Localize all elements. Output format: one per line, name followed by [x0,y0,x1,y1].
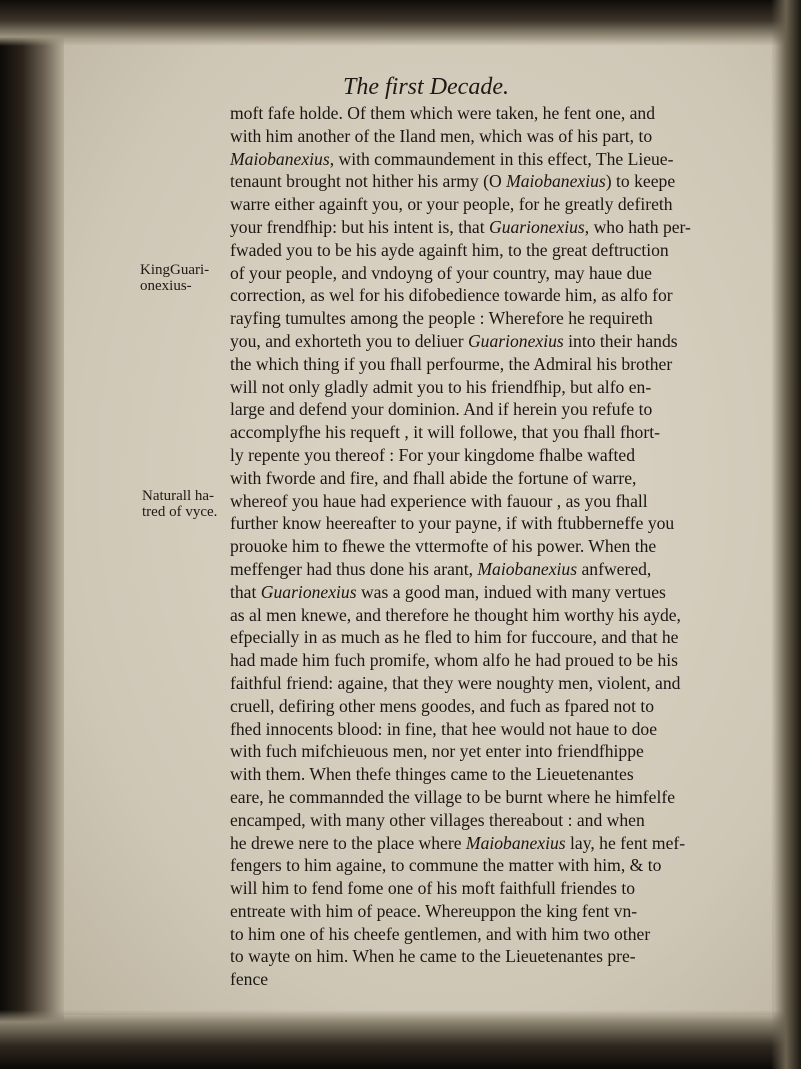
text-line [230,490,790,513]
margin-note-line: KingGuari- [140,262,210,278]
text-run: ly repente you thereof : For your kingdome fhalbe wafted [230,444,636,465]
margin-note-line: onexius- [140,278,192,294]
text-run: , with commaundement in this effect, The Lieue- [329,148,674,169]
text-line [230,695,790,718]
text-line [230,398,790,421]
italic-name: Maiobanexius [230,148,330,169]
text-line [230,809,790,832]
text-line [230,900,790,923]
text-line [230,832,790,855]
text-run: the which thing if you fhall perfourme, the Admiral his brother [230,353,673,374]
text-line [230,649,790,672]
text-line [230,307,790,330]
text-line [230,467,790,490]
text-run: efpecially in as much as he fled to him for fuccoure, and that he [230,627,679,648]
text-line [230,968,790,991]
text-run: into their hands [563,330,678,351]
text-run: will him to fend fome one of his moft faithfull friendes to [230,878,636,899]
text-line [230,604,790,627]
italic-name: Guarionexius [488,216,585,237]
text-run: rayfing tumultes among the people : Wherefore he requireth [230,308,653,329]
text-line [230,854,790,877]
text-run: prouoke him to fhewe the vttermofte of his power. When the [230,536,657,557]
text-line [230,376,790,399]
text-run: accomplyfhe his requeft , it will followe, that you fhall fhort- [230,422,660,443]
text-line [230,740,790,763]
text-line [230,763,790,786]
text-run: entreate with him of peace. Whereuppon the king fent vn- [230,900,638,921]
text-line [230,148,790,171]
italic-name: Maiobanexius [477,558,578,579]
text-line [230,170,790,193]
text-run: faithful friend: againe, that they were noughty men, violent, and [230,672,681,693]
text-run: large and defend your dominion. And if herein you refufe to [230,399,653,420]
text-run: fwaded you to be his ayde againft him, to the great deftruction [230,239,669,260]
text-run: cruell, defiring other mens goodes, and fuch as fpared not to [230,695,655,716]
text-line [230,421,790,444]
text-line [230,216,790,239]
text-run: that [230,581,261,602]
text-line [230,558,790,581]
text-run: to him one of his cheefe gentlemen, and with him two other [230,923,651,944]
text-run: had made him fuch promife, whom alfo he had proued to be his [230,650,679,671]
text-run: to wayte on him. When he came to the Lieuetenantes pre- [230,946,636,967]
margin-note-line: Naturall ha- [142,488,215,504]
margin-note-line: tred of vyce. [142,504,218,520]
text-line [230,535,790,558]
text-line [230,672,790,695]
italic-name: Guarionexius [260,581,357,602]
text-line [230,945,790,968]
body-text [230,102,790,991]
italic-name: Guarionexius [467,330,564,351]
text-run: further know heereafter to your payne, if with ftubberneffe you [230,513,675,534]
text-run: moft fafe holde. Of them which were taken, he fent one, and [230,103,656,123]
text-line [230,626,790,649]
text-run: with fworde and fire, and fhall abide the fortune of warre, [230,467,637,488]
text-run: , who hath per- [584,216,691,237]
text-line [230,193,790,216]
text-line [230,786,790,809]
text-run: fence [230,969,269,990]
text-run: lay, he fent mef- [565,832,686,853]
text-line [230,239,790,262]
text-run: correction, as wel for his difobedience towarde him, as alfo for [230,285,673,306]
text-run: tenaunt brought not hither his army (O [230,171,507,192]
italic-name: Maiobanexius [506,171,606,192]
text-run: of your people, and vndoyng of your country, may haue due [230,262,652,283]
text-line [230,353,790,376]
text-run: will not only gladly admit you to his friendfhip, but alfo en- [230,376,652,397]
text-run: whereof you haue had experience with fauour , as you fhall [230,490,648,511]
text-line [230,512,790,535]
text-run: your frendfhip: but his intent is, that [230,216,489,237]
text-line [230,718,790,741]
top-scan-edge [0,0,801,46]
margin-note-hatred [142,488,217,520]
running-header: The first Decade. [343,74,509,100]
text-run: you, and exhorteth you to deliuer [230,330,468,351]
text-run: fengers to him againe, to commune the matter with him, & to [230,855,662,876]
left-scan-edge [0,0,64,1069]
text-run: with him another of the Iland men, which was of his part, to [230,125,653,146]
margin-note-king [140,262,209,294]
text-run: fhed innocents blood: in fine, that hee would not haue to doe [230,718,658,739]
text-run: as al men knewe, and therefore he thought him worthy his ayde, [230,604,681,625]
text-line [230,125,790,148]
text-run: he drewe nere to the place where [230,832,466,853]
text-run: ) to keepe [605,171,676,192]
text-line [230,330,790,353]
bottom-scan-edge [0,1010,801,1069]
text-line [230,284,790,307]
text-run: with them. When thefe thinges came to the Lieuetenantes [230,764,634,785]
text-run: encamped, with many other villages thereabout : and when [230,809,645,830]
text-line [230,444,790,467]
text-run: eare, he commannded the village to be burnt where he himfelfe [230,786,676,807]
text-run: anfwered, [577,558,652,579]
italic-name: Maiobanexius [465,832,566,853]
text-run: warre either againft you, or your people, for he greatly defireth [230,194,673,215]
text-line [230,262,790,285]
text-run: meffenger had thus done his arant, [230,558,478,579]
text-line [230,877,790,900]
text-line [230,923,790,946]
text-run: with fuch mifchieuous men, nor yet enter into friendfhippe [230,741,644,762]
text-run: was a good man, indued with many vertues [356,581,666,602]
text-line [230,581,790,604]
text-line [230,102,790,125]
